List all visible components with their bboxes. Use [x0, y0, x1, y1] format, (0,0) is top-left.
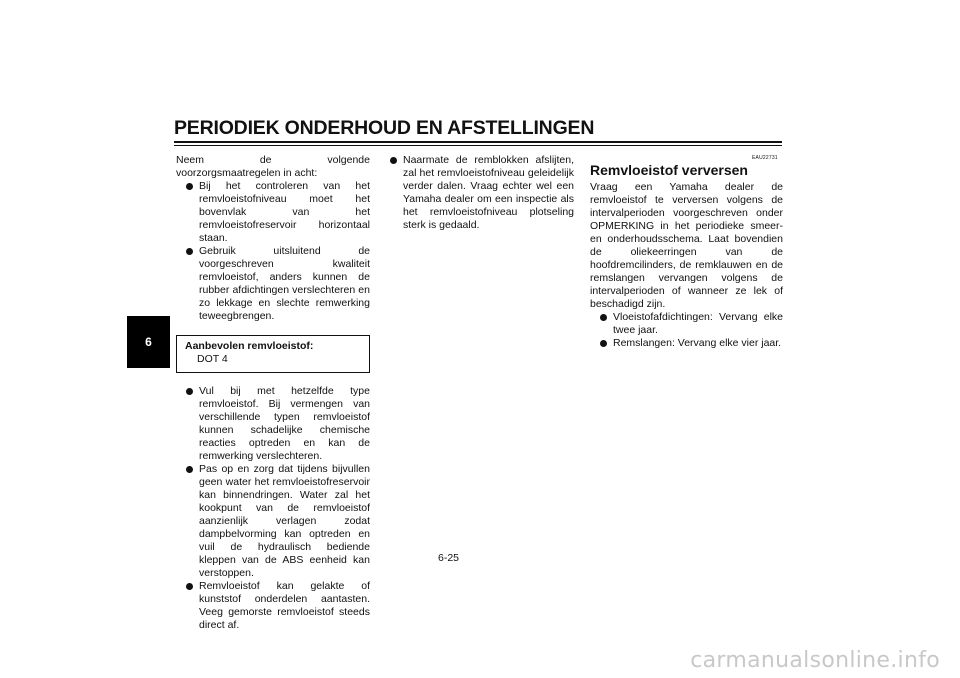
list-item: Bij het controleren van het remvloeistofniveau moet het bovenvlak van het remvloeistofreservoir horizontaal staan.: [186, 180, 370, 245]
list-item: Naarmate de remblokken afslijten, zal het remvloeistofniveau geleidelijk verder dalen. Vraag echter wel een Yamaha dealer om een inspectie als het remvloeistofniveau plotseling sterk is gedaald.: [390, 154, 574, 232]
section-body: Vraag een Yamaha dealer de remvloeistof te verversen volgens de intervalperioden voorgeschreven onder OPMERKING in het periodieke smeer- en onderhoudsschema. Laat bovendien de oliekeerringen van de hoofdremcilinders, de remklauwen en de remslangen vervangen volgens de intervalperioden of wanneer ze lek of beschadigd zijn.: [590, 181, 783, 310]
bullet-list-bottom: [176, 385, 370, 632]
header-rule: [174, 141, 782, 143]
section-code: EAU22731: [752, 155, 778, 161]
bullet-icon: [600, 340, 607, 347]
watermark: carmanualsonline.info: [690, 648, 940, 673]
bullet-list: [390, 154, 574, 232]
header-rule-thin: [174, 145, 782, 146]
bullet-icon: [186, 583, 193, 590]
section-heading: Remvloeistof verversen: [590, 162, 748, 178]
bullet-list: [590, 311, 783, 350]
column-3: [590, 154, 783, 350]
bullet-icon: [186, 183, 193, 190]
bullet-icon: [186, 466, 193, 473]
list-item: Pas op en zorg dat tijdens bijvullen geen water het remvloeistofreservoir kan binnendringen. Water zal het kookpunt van de remvloeistof aanzienlijk verlagen zodat dampbelvorming kan optreden en vuil de hydraulisch bediende kleppen van de ABS eenheid kan verstoppen.: [186, 463, 370, 580]
bullet-icon: [186, 248, 193, 255]
list-item: Remslangen: Vervang elke vier jaar.: [600, 337, 783, 350]
spec-value: DOT 4: [197, 353, 228, 365]
bullet-list-top: [176, 180, 370, 323]
intro-text: Neem de volgende voorzorgsmaatregelen in acht:: [176, 154, 370, 179]
list-item: Vul bij met hetzelfde type remvloeistof. Bij vermengen van verschillende typen remvloeistof kunnen schadelijke chemische reacties optreden en kan de remwerking verslechteren.: [186, 385, 370, 463]
spec-box: [176, 335, 370, 373]
page-number: 6-25: [438, 552, 460, 564]
bullet-icon: [600, 314, 607, 321]
page-title: PERIODIEK ONDERHOUD EN AFSTELLINGEN: [174, 117, 595, 139]
chapter-tab: 6: [127, 316, 170, 368]
spec-label: Aanbevolen remvloeistof:: [185, 340, 314, 352]
column-2: [390, 154, 574, 232]
column-1: [176, 154, 370, 632]
list-item: Vloeistofafdichtingen: Vervang elke twee jaar.: [600, 311, 783, 337]
list-item: Remvloeistof kan gelakte of kunststof onderdelen aantasten. Veeg gemorste remvloeistof steeds direct af.: [186, 580, 370, 632]
list-item: Gebruik uitsluitend de voorgeschreven kwaliteit remvloeistof, anders kunnen de rubber afdichtingen verslechteren en zo lekkage en slechte remwerking teweegbrengen.: [186, 245, 370, 323]
bullet-icon: [186, 388, 193, 395]
bullet-icon: [390, 157, 397, 164]
